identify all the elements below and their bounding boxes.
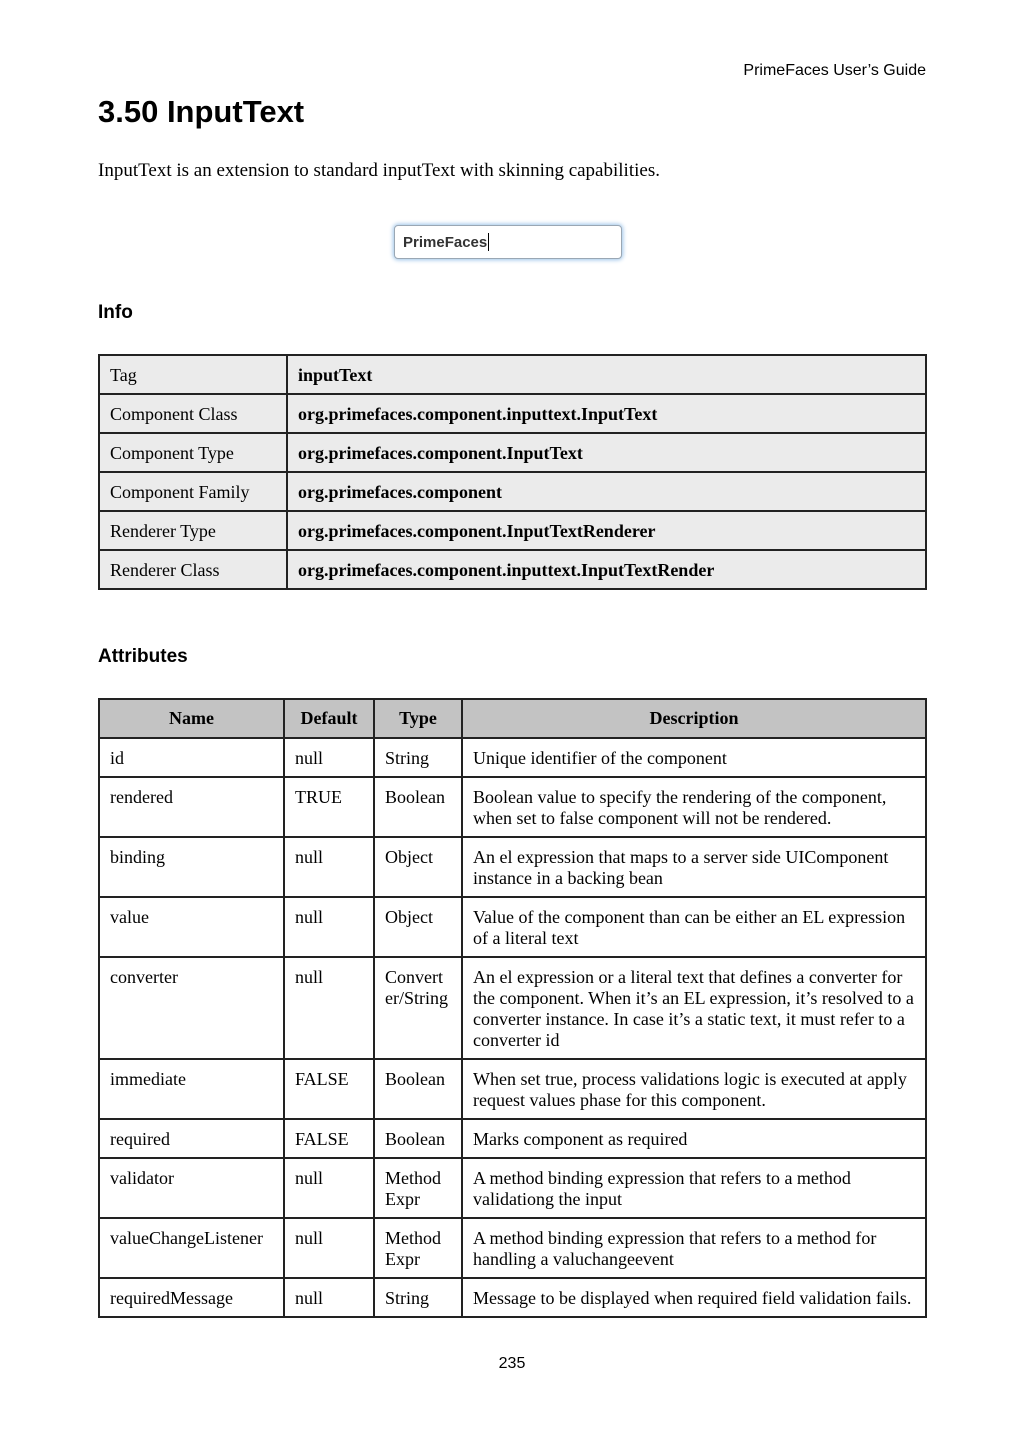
attribute-type: Object bbox=[374, 837, 462, 897]
attribute-name: value bbox=[99, 897, 284, 957]
attribute-name: immediate bbox=[99, 1059, 284, 1119]
column-header-name: Name bbox=[99, 699, 284, 738]
attribute-description: When set true, process validations logic is executed at apply request values phase for this component. bbox=[462, 1059, 926, 1119]
attribute-description: A method binding expression that refers to a method validationg the input bbox=[462, 1158, 926, 1218]
attribute-description: Message to be displayed when required field validation fails. bbox=[462, 1278, 926, 1317]
info-value: org.primefaces.component.inputtext.InputTextRender bbox=[287, 550, 926, 589]
attribute-row bbox=[99, 1059, 926, 1119]
attribute-name: converter bbox=[99, 957, 284, 1059]
info-row bbox=[99, 472, 926, 511]
attribute-default: null bbox=[284, 897, 374, 957]
attribute-name: binding bbox=[99, 837, 284, 897]
attribute-default: null bbox=[284, 738, 374, 777]
attribute-row bbox=[99, 1119, 926, 1158]
attribute-type: Boolean bbox=[374, 777, 462, 837]
attribute-default: null bbox=[284, 1278, 374, 1317]
info-row bbox=[99, 511, 926, 550]
attribute-default: null bbox=[284, 1218, 374, 1278]
attribute-row bbox=[99, 837, 926, 897]
attributes-header-row bbox=[99, 699, 926, 738]
attribute-description: A method binding expression that refers to a method for handling a valuchangeevent bbox=[462, 1218, 926, 1278]
info-value: org.primefaces.component bbox=[287, 472, 926, 511]
info-value: org.primefaces.component.inputtext.InputText bbox=[287, 394, 926, 433]
attribute-description: An el expression or a literal text that defines a converter for the component. When it’s an EL expression, it’s resolved to a converter instance. In case it’s a static text, it must refer to a converter id bbox=[462, 957, 926, 1059]
attribute-row bbox=[99, 738, 926, 777]
info-row bbox=[99, 355, 926, 394]
attribute-name: required bbox=[99, 1119, 284, 1158]
attribute-description: Value of the component than can be either an EL expression of a literal text bbox=[462, 897, 926, 957]
text-caret bbox=[488, 233, 489, 251]
page-number: 235 bbox=[498, 1355, 526, 1372]
info-row bbox=[99, 394, 926, 433]
attribute-type: Method Expr bbox=[374, 1158, 462, 1218]
info-row bbox=[99, 550, 926, 589]
info-label: Tag bbox=[99, 355, 287, 394]
attribute-row bbox=[99, 1158, 926, 1218]
attribute-default: null bbox=[284, 957, 374, 1059]
info-label: Component Class bbox=[99, 394, 287, 433]
attribute-row bbox=[99, 1218, 926, 1278]
attribute-default: FALSE bbox=[284, 1119, 374, 1158]
info-value: org.primefaces.component.InputTextRenderer bbox=[287, 511, 926, 550]
attribute-description: Boolean value to specify the rendering of the component, when set to false component will not be rendered. bbox=[462, 777, 926, 837]
info-table bbox=[98, 354, 927, 590]
attribute-type: String bbox=[374, 1278, 462, 1317]
attributes-table bbox=[98, 698, 927, 1318]
attribute-default: FALSE bbox=[284, 1059, 374, 1119]
column-header-default: Default bbox=[284, 699, 374, 738]
info-label: Renderer Type bbox=[99, 511, 287, 550]
info-label: Component Type bbox=[99, 433, 287, 472]
attribute-type: Convert er/String bbox=[374, 957, 462, 1059]
attribute-description: Marks component as required bbox=[462, 1119, 926, 1158]
attributes-heading: Attributes bbox=[98, 646, 188, 667]
attribute-default: null bbox=[284, 837, 374, 897]
attribute-row bbox=[99, 957, 926, 1059]
attribute-name: valueChangeListener bbox=[99, 1218, 284, 1278]
attribute-description: Unique identifier of the component bbox=[462, 738, 926, 777]
attribute-name: rendered bbox=[99, 777, 284, 837]
attribute-row bbox=[99, 777, 926, 837]
inputtext-demo-field[interactable] bbox=[394, 225, 622, 259]
attribute-name: requiredMessage bbox=[99, 1278, 284, 1317]
column-header-description: Description bbox=[462, 699, 926, 738]
info-value: org.primefaces.component.InputText bbox=[287, 433, 926, 472]
attribute-type: Method Expr bbox=[374, 1218, 462, 1278]
attribute-row bbox=[99, 1278, 926, 1317]
attribute-type: Object bbox=[374, 897, 462, 957]
section-title: 3.50 InputText bbox=[98, 94, 305, 129]
attribute-row bbox=[99, 897, 926, 957]
info-label: Component Family bbox=[99, 472, 287, 511]
intro-paragraph: InputText is an extension to standard inputText with skinning capabilities. bbox=[98, 160, 660, 181]
info-label: Renderer Class bbox=[99, 550, 287, 589]
attribute-name: id bbox=[99, 738, 284, 777]
attribute-description: An el expression that maps to a server side UIComponent instance in a backing bean bbox=[462, 837, 926, 897]
column-header-type: Type bbox=[374, 699, 462, 738]
info-value: inputText bbox=[287, 355, 926, 394]
attribute-name: validator bbox=[99, 1158, 284, 1218]
running-header: PrimeFaces User’s Guide bbox=[743, 62, 926, 79]
inputtext-demo-value: PrimeFaces bbox=[403, 233, 488, 251]
attribute-default: TRUE bbox=[284, 777, 374, 837]
attribute-type: Boolean bbox=[374, 1059, 462, 1119]
attribute-type: String bbox=[374, 738, 462, 777]
attribute-default: null bbox=[284, 1158, 374, 1218]
info-heading: Info bbox=[98, 302, 133, 323]
info-row bbox=[99, 433, 926, 472]
attribute-type: Boolean bbox=[374, 1119, 462, 1158]
